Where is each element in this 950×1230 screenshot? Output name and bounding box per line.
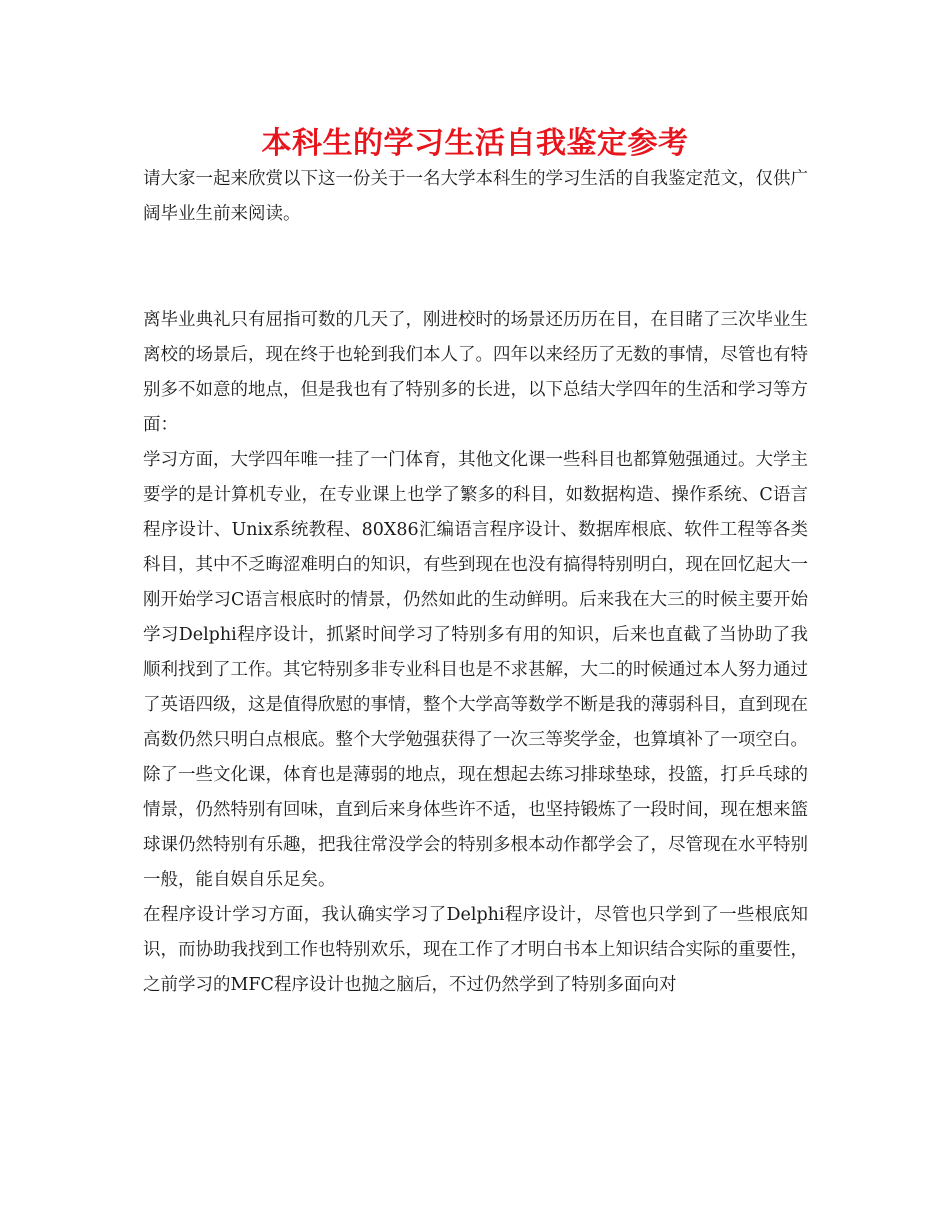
body-paragraph-2: 学习方面，大学四年唯一挂了一门体育，其他文化课一些科目也都算勉强通过。大学主要学的是计算机专业，在专业课上也学了繁多的科目，如数据构造、操作系统、C语言程序设计、Unix系统教程、80X86汇编语言程序设计、数据库根底、软件工程等各类科目，其中不乏晦涩难明白的知识，有些到现在也没有搞得特别明白，现在回忆起大一刚开始学习C语言根底时的情景，仍然如此的生动鲜明。后来我在大三的时候主要开始学习Delphi程序设计，抓紧时间学习了特别多有用的知识，后来也直截了当协助了我顺利找到了工作。其它特别多非专业科目也是不求甚解，大二的时候通过本人努力通过了英语四级，这是值得欣慰的事情，整个大学高等数学不断是我的薄弱科目，直到现在高数仍然只明白点根底。整个大学勉强获得了一次三等奖学金，也算填补了一项空白。 — [143, 450, 808, 750]
main-body — [143, 303, 808, 1003]
intro-paragraph: 请大家一起来欣赏以下这一份关于一名大学本科生的学习生活的自我鉴定范文，仅供广阔毕业生前来阅读。 — [143, 169, 808, 224]
body-paragraph-4: 在程序设计学习方面，我认确实学习了Delphi程序设计，尽管也只学到了一些根底知识，而协助我找到工作也特别欢乐，现在工作了才明白书本上知识结合实际的重要性，之前学习的MFC程序设计也抛之脑后，不过仍然学到了特别多面向对 — [143, 905, 808, 995]
intro-section — [143, 162, 808, 232]
document-title: 本科生的学习生活自我鉴定参考 — [261, 126, 689, 161]
body-paragraph-3: 除了一些文化课，体育也是薄弱的地点，现在想起去练习排球垫球，投篮，打乒乓球的情景，仍然特别有回味，直到后来身体些许不适，也坚持锻炼了一段时间，现在想来篮球课仍然特别有乐趣，把我往常没学会的特别多根本动作都学会了，尽管现在水平特别一般，能自娱自乐足矣。 — [143, 765, 808, 890]
body-paragraph-1: 离毕业典礼只有屈指可数的几天了，刚进校时的场景还历历在目，在目睹了三次毕业生离校的场景后，现在终于也轮到我们本人了。四年以来经历了无数的事情，尽管也有特别多不如意的地点，但是我也有了特别多的长进，以下总结大学四年的生活和学习等方面： — [143, 310, 808, 435]
